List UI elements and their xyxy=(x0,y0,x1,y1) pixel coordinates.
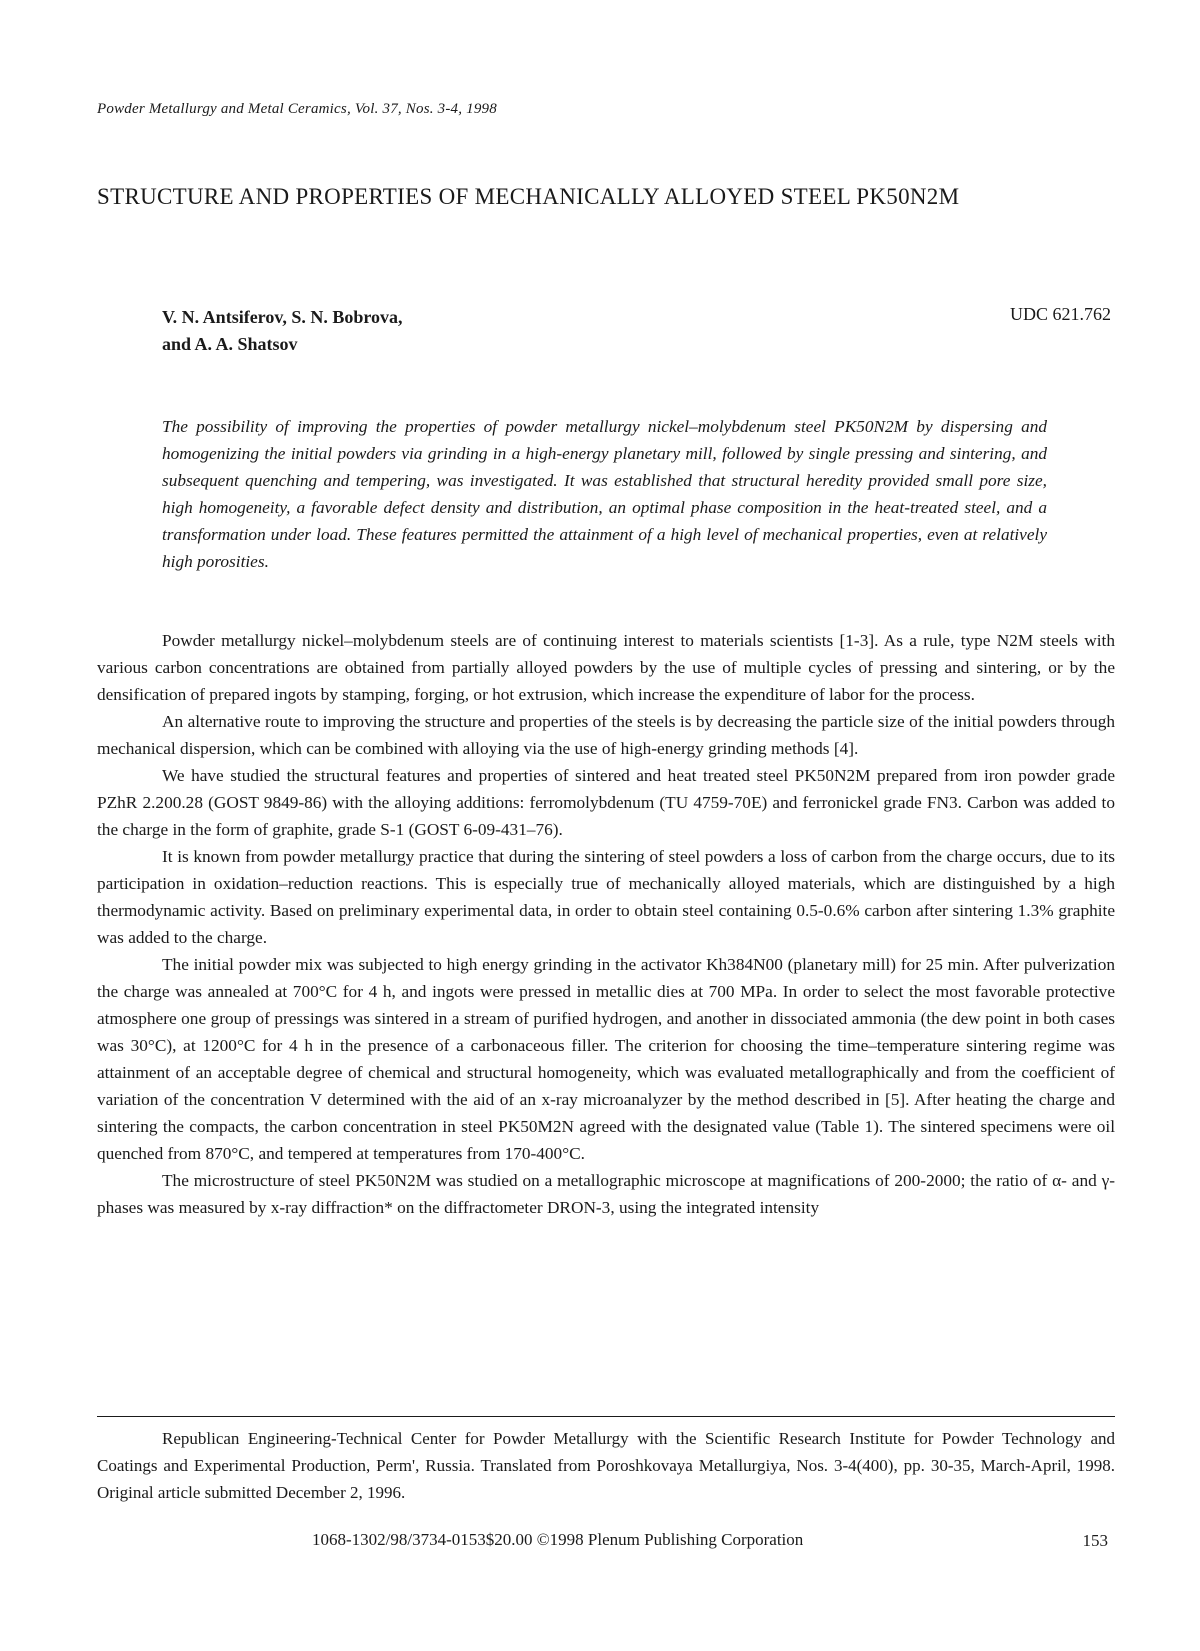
authors-line-1: V. N. Antsiferov, S. N. Bobrova, xyxy=(162,307,403,327)
journal-header: Powder Metallurgy and Metal Ceramics, Vol. 37, Nos. 3-4, 1998 xyxy=(97,101,497,117)
body-paragraph: Powder metallurgy nickel–molybdenum steels are of continuing interest to materials scientists [1-3]. As a rule, type N2M steels with various carbon concentrations are obtained from partially alloyed powders by the use of multiple cycles of pressing and sintering, or by the densification of prepared ingots by stamping, forging, or hot extrusion, which increase the expenditure of labor for the process. xyxy=(97,631,1115,704)
body-paragraph: The microstructure of steel PK50N2M was studied on a metallographic microscope at magnifications of 200-2000; the ratio of α- and γ-phases was measured by x-ray diffraction* on the diffractometer DRON-3, using the integrated intensity xyxy=(97,1171,1115,1217)
article-body xyxy=(97,627,1115,1221)
page-number: 153 xyxy=(1082,1531,1108,1550)
body-paragraph: We have studied the structural features and properties of sintered and heat treated steel PK50N2M prepared from iron powder grade PZhR 2.200.28 (GOST 9849-86) with the alloying additions: ferromolybdenum (TU 4759-70E) and ferronickel grade FN3. Carbon was added to the charge in the form of graphite, grade S-1 (GOST 6-09-431–76). xyxy=(97,766,1115,839)
footnote-divider xyxy=(97,1416,1115,1417)
body-paragraph: An alternative route to improving the structure and properties of the steels is by decreasing the particle size of the initial powders through mechanical dispersion, which can be combined with alloying via the use of high-energy grinding methods [4]. xyxy=(97,712,1115,758)
body-paragraph: The initial powder mix was subjected to high energy grinding in the activator Kh384N00 (planetary mill) for 25 min. After pulverization the charge was annealed at 700°C for 4 h, and ingots were pressed in metallic dies at 700 MPa. In order to select the most favorable protective atmosphere one group of pressings was sintered in a stream of purified hydrogen, and another in dissociated ammonia (the dew point in both cases was 30°C), at 1200°C for 4 h in the presence of a carbonaceous filler. The criterion for choosing the time–temperature sintering regime was attainment of an acceptable degree of chemical and structural homogeneity, which was evaluated metallographically and from the coefficient of variation of the concentration V determined with the aid of an x-ray microanalyzer by the method described in [5]. After heating the charge and sintering the compacts, the carbon concentration in steel PK50M2N agreed with the designated value (Table 1). The sintered specimens were oil quenched from 870°C, and tempered at temperatures from 170-400°C. xyxy=(97,955,1115,1163)
authors-line-2: and A. A. Shatsov xyxy=(162,334,298,354)
copyright-line: 1068-1302/98/3734-0153$20.00 ©1998 Plenum Publishing Corporation xyxy=(312,1530,804,1549)
abstract: The possibility of improving the properties of powder metallurgy nickel–molybdenum steel PK50N2M by dispersing and homogenizing the initial powders via grinding in a high-energy planetary mill, followed by single pressing and sintering, and subsequent quenching and tempering, was investigated. It was established that structural heredity provided small pore size, high homogeneity, a favorable defect density and distribution, an optimal phase composition in the heat-treated steel, and a transformation under load. These features permitted the attainment of a high level of mechanical properties, even at relatively high porosities. xyxy=(162,417,1047,571)
author-block xyxy=(162,304,403,358)
article-title: STRUCTURE AND PROPERTIES OF MECHANICALLY ALLOYED STEEL PK50N2M xyxy=(97,184,960,209)
udc-code: UDC 621.762 xyxy=(1009,304,1111,324)
body-paragraph: It is known from powder metallurgy practice that during the sintering of steel powders a loss of carbon from the charge occurs, due to its participation in oxidation–reduction reactions. This is especially true of mechanically alloyed materials, which are distinguished by a high thermodynamic activity. Based on preliminary experimental data, in order to obtain steel containing 0.5-0.6% carbon after sintering 1.3% graphite was added to the charge. xyxy=(97,847,1115,947)
affiliation-footnote: Republican Engineering-Technical Center for Powder Metallurgy with the Scientific Research Institute for Powder Technology and Coatings and Experimental Production, Perm', Russia. Translated from Poroshkovaya Metallurgiya, Nos. 3-4(400), pp. 30-35, March-April, 1998. Original article submitted December 2, 1996. xyxy=(97,1429,1115,1502)
